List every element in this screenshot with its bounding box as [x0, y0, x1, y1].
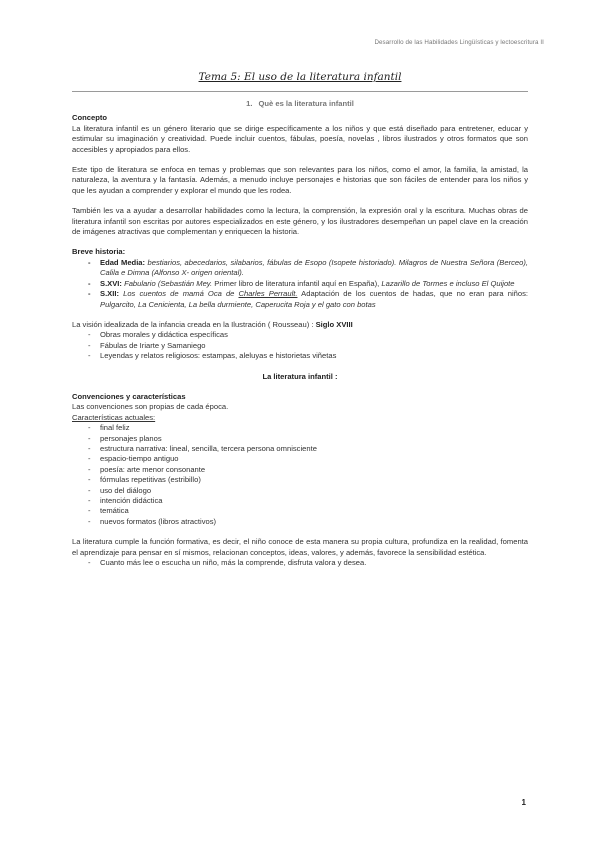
funcion-list [72, 558, 528, 568]
period-text: Adaptación de los cuentos de hadas, que no eran para niños: [297, 289, 529, 299]
concepto-paragraph-3: También les va a ayudar a desarrollar habilidades como la lectura, la comprensión, la expresión oral y la escritura. Muchas obras de literatura infantil son escritas por autores especializados en este género, y los ilustradores desempeñan un papel clave en la creación de imágenes atractivas que complementan y enriquecen la historia. [72, 206, 528, 237]
list-item: - Edad Media: bestiarios, abecedarios, silabarios, fábulas de Esopo (Isopete historiado). Milagros de Nuestra Señora (Berceo), Calila e Dimna (Alfonso X- origen oriental). [88, 257, 528, 278]
list-item: - S.XII: Los cuentos de mamá Oca de Charles Perrault. Adaptación de los cuentos de hadas, que no eran para niños: Pulgarcito, La Cenicienta, La bella durmiente, Caperucita Roja y el gato con botas [88, 289, 529, 309]
ilustracion-list [72, 330, 528, 361]
concepto-heading: Concepto [72, 113, 108, 123]
convenciones-intro: Las convenciones son propias de cada época. [72, 402, 229, 412]
section-title: Què es la literatura infantil [258, 99, 354, 108]
caracteristicas-list [72, 423, 528, 527]
title-divider [72, 91, 528, 92]
page-title: Tema 5: El uso de la literatura infantil [198, 71, 402, 83]
section-heading [72, 99, 528, 109]
list-item: - personajes planos [88, 433, 162, 443]
historia-heading: Breve historia: [72, 247, 126, 257]
running-header: Desarrollo de las Habilidades Lingüísticas y lectoescritura II [374, 39, 544, 46]
period-text: Lazarillo de Tormes e incluso El Quijote [379, 278, 515, 288]
ilustracion-intro: La visión idealizada de la infancia creada en la Ilustración ( Rousseau) : Siglo XVIII [72, 319, 353, 329]
list-item: - temática [88, 506, 129, 516]
historia-list [72, 258, 528, 310]
author-name: Charles Perrault. [238, 289, 298, 299]
list-item: - Cuanto más lee o escucha un niño, más la comprende, disfruta valora y desea. [88, 558, 367, 568]
list-item: - poesía: arte menor consonante [88, 464, 206, 474]
concepto-paragraph-2: Este tipo de literatura se enfoca en temas y problemas que son relevantes para los niños, como el amor, la familia, la amistad, la naturaleza, la aventura y la fantasía. Además, a menudo incluye personajes e historias que son fáciles de entender para los niños y que les ayudan a comprender y explorar el mundo que les rodea. [72, 165, 528, 195]
concepto-paragraph-1: La literatura infantil es un género literario que se dirige específicamente a los niños y que está diseñado para entretener, educar y estimular su imaginación y creatividad. Puede incluir cuentos, fábulas, poesía, novelas , libros ilustrados y otros formatos que son accesibles y apropiados para ellos. [72, 123, 528, 154]
list-item: - intención didáctica [88, 496, 163, 505]
main-content [72, 99, 528, 568]
siglo-label: Siglo XVIII [315, 319, 353, 329]
period-text: Pulgarcito, La Cenicienta, La bella durmiente, Caperucita Roja y el gato con botas [100, 299, 376, 309]
period-label: S.XII: [100, 289, 119, 299]
list-item: - uso del diálogo [88, 485, 152, 495]
list-item: - espacio-tiempo antiguo [88, 454, 179, 464]
funcion-paragraph: La literatura cumple la función formativa, es decir, el niño conoce de esta manera su propia cultura, profundiza en la realidad, fomenta el aprendizaje para pensar en sí mismos, relacionan conceptos, ideas, valores, y además, favorece la sensibilidad estética. [72, 537, 528, 557]
period-text: bestiarios, abecedarios, silabarios, fábulas de Esopo (Isopete historiado). Milagros de Nuestra Señora (Berceo), Calila e Dimna (Alfonso X- origen oriental). [100, 257, 528, 278]
period-label: S.XVI: [100, 278, 122, 288]
list-item: - final feliz [88, 423, 130, 433]
list-item: - Fábulas de Iriarte y Samaniego [88, 340, 206, 350]
literatura-heading: La literatura infantil : [262, 371, 338, 381]
list-item: - Obras morales y didáctica específicas [88, 330, 228, 340]
list-item: - fórmulas repetitivas (estribillo) [88, 475, 201, 485]
caracteristicas-subheading: Características actuales: [72, 412, 156, 422]
list-item: - nuevos formatos (libros atractivos) [88, 516, 217, 526]
list-item: - estructura narrativa: lineal, sencilla, tercera persona omnisciente [88, 443, 317, 453]
period-text: Fabulario (Sebastián Mey. [121, 278, 213, 288]
period-label: Edad Media: [100, 257, 146, 267]
list-item: - Leyendas y relatos religiosos: estampas, aleluyas e historietas viñetas [88, 351, 337, 361]
convenciones-heading: Convenciones y características [72, 391, 186, 401]
period-text: Los cuentos de mamá Oca de [119, 289, 239, 299]
section-number: 1. [246, 99, 253, 108]
period-text: Primer libro de literatura infantil aquí en España), [212, 278, 380, 288]
list-item: - S.XVI: Fabulario (Sebastián Mey. Primer libro de literatura infantil aquí en España), Lazarillo de Tormes e incluso El Quijote [88, 278, 515, 288]
page-number: 1 [521, 798, 526, 807]
